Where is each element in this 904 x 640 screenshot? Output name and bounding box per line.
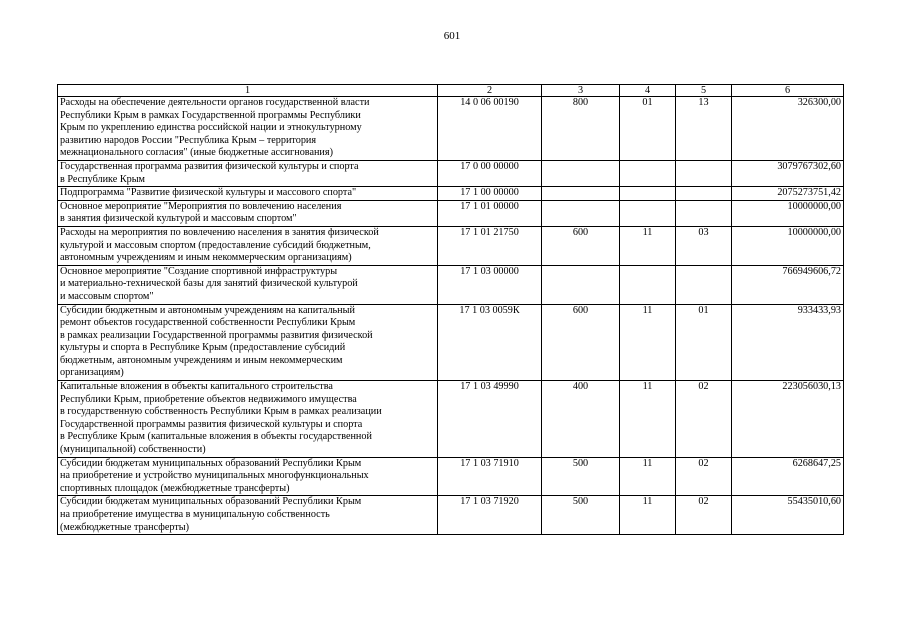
row-section [620,265,676,304]
page-number: 601 [443,30,461,42]
column-header-1: 1 [58,85,438,97]
row-amount: 223056030,13 [732,381,844,458]
row-subsection: 03 [676,226,732,265]
row-description: Субсидии бюджетам муниципальных образований Республики Крым на приобретение имущества в муниципальную собственность (межбюджетные трансферты) [58,496,438,535]
table-row [58,457,844,496]
column-header-2: 2 [438,85,542,97]
row-target-code: 17 0 00 00000 [438,160,542,186]
row-amount: 10000000,00 [732,226,844,265]
row-section: 11 [620,496,676,535]
row-expense-type: 500 [542,457,620,496]
row-expense-type: 800 [542,97,620,161]
row-description: Расходы на обеспечение деятельности органов государственной власти Республики Крым в рамках Государственной программы Республики Крым по укреплению единства российской нации и этнокультурному развитию народов России "Республика Крым – территория межнационального согласия" (иные бюджетные ассигнования) [58,97,438,161]
table-header-row [58,85,844,97]
row-target-code: 17 1 03 71910 [438,457,542,496]
row-subsection: 02 [676,381,732,458]
row-description: Расходы на мероприятия по вовлечению населения в занятия физической культурой и массовым спортом (предоставление субсидий бюджетным, автономным учреждениям и иным некоммерческим организациям) [58,226,438,265]
row-section: 11 [620,457,676,496]
table-row [58,160,844,186]
row-section [620,160,676,186]
row-subsection [676,265,732,304]
table-row [58,496,844,535]
table-row [58,265,844,304]
row-description: Основное мероприятие "Мероприятия по вовлечению населения в занятия физической культурой и массовым спортом" [58,200,438,226]
row-expense-type [542,160,620,186]
column-header-6: 6 [732,85,844,97]
table-row [58,97,844,161]
row-section [620,187,676,201]
row-subsection [676,200,732,226]
row-amount: 10000000,00 [732,200,844,226]
column-header-5: 5 [676,85,732,97]
row-description: Субсидии бюджетам муниципальных образований Республики Крым на приобретение и устройство муниципальных многофункциональных спортивных площадок (межбюджетные трансферты) [58,457,438,496]
table-row [58,381,844,458]
row-target-code: 17 1 01 00000 [438,200,542,226]
row-section: 11 [620,304,676,381]
row-target-code: 14 0 06 00190 [438,97,542,161]
row-subsection [676,187,732,201]
row-section [620,200,676,226]
row-expense-type: 600 [542,304,620,381]
row-expense-type: 400 [542,381,620,458]
row-amount: 55435010,60 [732,496,844,535]
row-target-code: 17 1 03 49990 [438,381,542,458]
row-description: Государственная программа развития физической культуры и спорта в Республике Крым [58,160,438,186]
row-amount: 766949606,72 [732,265,844,304]
row-section: 11 [620,226,676,265]
row-target-code: 17 1 01 21750 [438,226,542,265]
row-subsection: 02 [676,496,732,535]
row-amount: 933433,93 [732,304,844,381]
row-subsection: 02 [676,457,732,496]
row-subsection: 13 [676,97,732,161]
row-target-code: 17 1 03 71920 [438,496,542,535]
row-amount: 326300,00 [732,97,844,161]
row-subsection: 01 [676,304,732,381]
row-section: 11 [620,381,676,458]
row-section: 01 [620,97,676,161]
row-target-code: 17 1 03 0059К [438,304,542,381]
row-expense-type [542,200,620,226]
table-row [58,200,844,226]
row-target-code: 17 1 00 00000 [438,187,542,201]
row-description: Основное мероприятие "Создание спортивной инфраструктуры и материально-технической базы для занятий физической культурой и массовым спортом" [58,265,438,304]
row-subsection [676,160,732,186]
row-target-code: 17 1 03 00000 [438,265,542,304]
row-description: Подпрограмма "Развитие физической культуры и массового спорта" [58,187,438,201]
row-amount: 2075273751,42 [732,187,844,201]
row-description: Капитальные вложения в объекты капитального строительства Республики Крым, приобретение объектов недвижимого имущества в государственную собственность Республики Крым в рамках реализации Государственной программы развития физической культуры и спорта в Республике Крым (капитальные вложения в объекты государственной (муниципальной) собственности) [58,381,438,458]
row-amount: 3079767302,60 [732,160,844,186]
row-expense-type [542,187,620,201]
row-expense-type: 500 [542,496,620,535]
row-expense-type [542,265,620,304]
column-header-3: 3 [542,85,620,97]
column-header-4: 4 [620,85,676,97]
table-row [58,304,844,381]
row-expense-type: 600 [542,226,620,265]
row-amount: 6268647,25 [732,457,844,496]
budget-table [57,84,844,535]
table-row [58,226,844,265]
table-row [58,187,844,201]
row-description: Субсидии бюджетным и автономным учреждениям на капитальный ремонт объектов государственной собственности Республики Крым в рамках реализации Государственной программы развития физической культуры и спорта в Республике Крым (предоставление субсидий бюджетным, автономным учреждениям и иным некоммерческим организациям) [58,304,438,381]
